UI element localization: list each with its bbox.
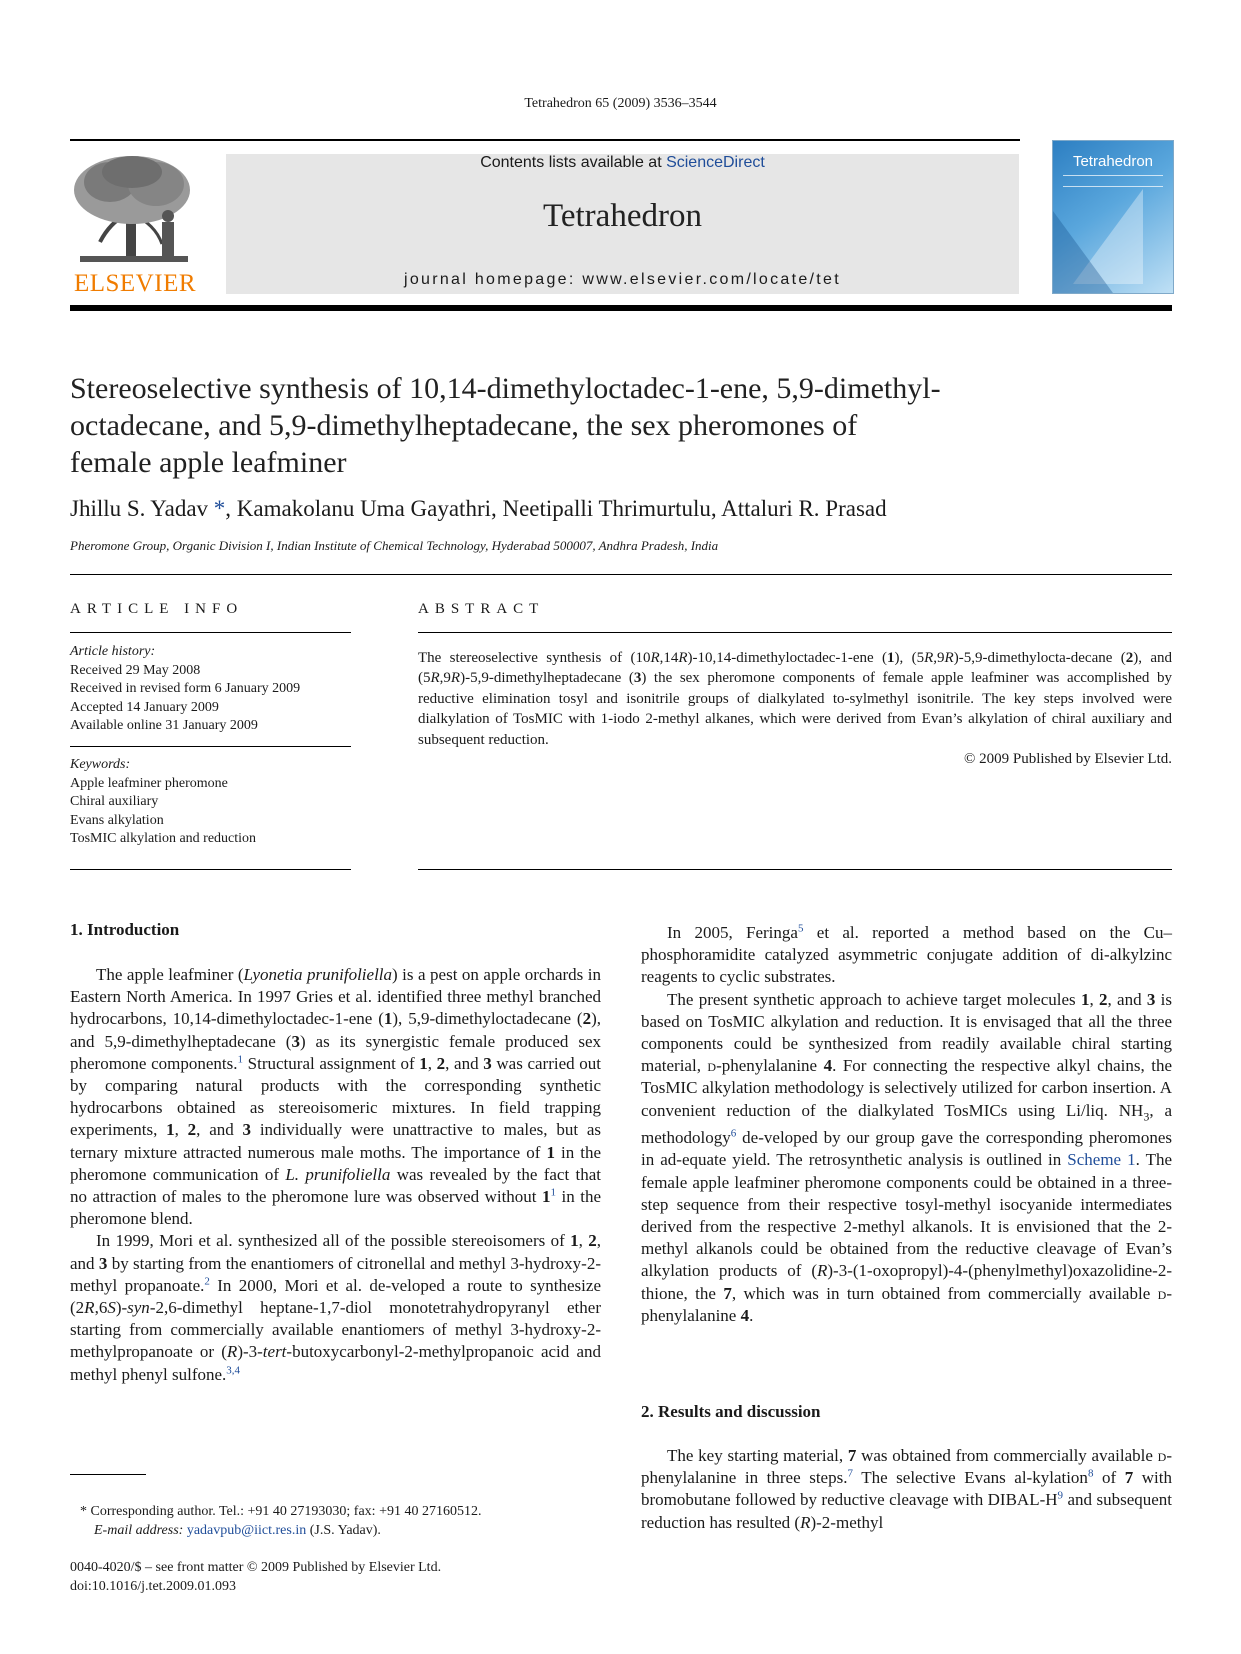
article-history (70, 643, 351, 736)
email-link[interactable]: yadavpub@iict.res.in (186, 1523, 307, 1538)
article-info-label: ARTICLE INFO (70, 601, 244, 617)
introduction-text-continued: In 2005, Feringa$^5$ et al. reported a method based on the Cu–phosphoramidite catalyzed asymmetric conjugate addition of di-alkylzinc reagents to cyclic substrates. The present synthetic approach to achieve target molecules 1, 2, and 3 is based on TosMIC alkylation and reduction. It is envisaged that all the three components could be synthesized from readily available chiral starting material, d-phenylalanine 4. For connecting the respective alkyl chains, the TosMIC alkylation methodology is selectively utilized for carbon insertion. A convenient reduction of the dialkylated TosMICs using Li/liq. $NH_3$, a methodology$^6$ de-veloped by our group gave the corresponding pheromones in ad-equate yield. The retrosynthetic analysis is outlined in Scheme 1. The female apple leafminer pheromone components could be obtained in a three-step sequence from their respective tosyl-methyl isocyanide intermediates derived from the respective 2-methyl alkanols. It is envisioned that the 2-methyl alkanols could be obtained from the reductive cleavage of Evan’s alkylation products of (R)-3-(1-oxopropyl)-4-(phenylmethyl)oxazolidine-2-thione, the 7, which was in turn obtained from commercially available d-phenylalanine 4. (641, 922, 1173, 1325)
journal-title: Tetrahedron (543, 198, 702, 234)
co-authors: , Kamakolanu Uma Gayathri, Neetipalli Thrimurtulu, Attaluri R. Prasad (225, 496, 887, 521)
history-item: Accepted 14 January 2009 (70, 699, 219, 715)
abstract-label: ABSTRACT (418, 601, 545, 617)
cover-decoration (1063, 175, 1163, 187)
section-heading-results: 2. Results and discussion (641, 1402, 821, 1421)
corresponding-author-footnote (70, 1502, 630, 1540)
keywords-heading: Keywords: (70, 757, 131, 772)
divider (70, 869, 351, 870)
results-text: The key starting material, 7 was obtained from commercially available d-phenylalanine in three steps.$^7$ The selective Evans al-kylation$^8$ of 7 with bromobutane followed by reductive cleavage with DIBAL-$H^9$ and subsequent reduction has resulted (R)-2-methyl (641, 1446, 1173, 1532)
title-line: female apple leafminer (70, 446, 347, 479)
journal-cover-thumbnail (1052, 140, 1174, 294)
introduction-text: The apple leafminer (Lyonetia prunifoliella) is a pest on apple orchards in Eastern North America. In 1997 Gries et al. identified three methyl branched hydrocarbons, 10,14-dimethyloctadec-1-ene (1), 5,9-dimethyloctadecane (2), and 5,9-dimethylheptadecane (3) as its synergistic female produced sex pheromone components.$^1$ Structural assignment of 1, 2, and 3 was carried out by comparing natural products with the corresponding synthetic hydrocarbons obtained as stereoisomeric mixtures. In field trapping experiments, 1, 2, and 3 individually were unattractive to males, but as ternary mixture attracted numerous male moths. The importance of 1 in the pheromone communication of L. prunifoliella was revealed by the fact that no attraction of males to the pheromone lure was observed without $1^1$ in the pheromone blend. In 1999, Mori et al. synthesized all of the possible stereoisomers of 1, 2, and 3 by starting from the enantiomers of citronellal and methyl 3-hydroxy-2-methyl propanoate.$^2$ In 2000, Mori et al. de-veloped a route to synthesize (2R,6S)-syn-2,6-dimethyl heptane-1,7-diol monotetrahydropyranyl ether starting from commercially available enantiomers of methyl 3-hydroxy-2-methylpropanoate or (R)-3-tert-butoxycarbonyl-2-methylpropanoic acid and methyl phenyl sulfone.$^{3,4}$ (70, 965, 602, 1384)
contents-prefix: Contents lists available at (480, 154, 667, 171)
cover-title: Tetrahedron (1072, 153, 1154, 170)
corresponding-author-marker[interactable]: * (213, 496, 226, 521)
author-list (70, 496, 1170, 522)
divider (418, 869, 1172, 870)
elsevier-wordmark: ELSEVIER (73, 270, 197, 297)
doi-line[interactable]: doi:10.1016/j.tet.2009.01.093 (70, 1579, 237, 1594)
journal-homepage[interactable]: journal homepage: www.elsevier.com/locate/tet (403, 271, 841, 288)
keyword-item: Chiral auxiliary (70, 794, 159, 809)
footnote-contact: * Corresponding author. Tel.: +91 40 27193030; fax: +91 40 27160512. (80, 1504, 482, 1519)
contents-line (226, 154, 1019, 172)
journal-masthead (226, 154, 1019, 294)
divider (70, 746, 351, 747)
header-rule (70, 139, 1020, 141)
history-item: Received 29 May 2008 (70, 662, 201, 678)
sciencedirect-link[interactable]: ScienceDirect (666, 154, 765, 171)
history-item: Received in revised form 6 January 2009 (70, 681, 301, 696)
affiliation: Pheromone Group, Organic Division I, Indian Institute of Chemical Technology, Hyderabad 500007, Andhra Pradesh, India (70, 538, 719, 553)
journal-citation: Tetrahedron 65 (2009) 3536–3544 (524, 96, 717, 111)
publication-meta (70, 1558, 670, 1596)
footnote-email-line (70, 1521, 630, 1540)
paper-title (70, 370, 1070, 481)
divider (418, 632, 1172, 633)
section-heading-introduction: 1. Introduction (70, 920, 180, 939)
cover-shape (1053, 211, 1113, 293)
keyword-item: TosMIC alkylation and reduction (70, 831, 257, 846)
keyword-item: Evans alkylation (70, 812, 164, 828)
author-corresponding: Jhillu S. Yadav (70, 496, 209, 521)
keywords (70, 756, 351, 849)
title-line: octadecane, and 5,9-dimethylheptadecane, the sex pheromones of (70, 409, 858, 442)
masthead-bottom-rule (70, 305, 1172, 311)
email-suffix: (J.S. Yadav). (306, 1523, 381, 1538)
email-label: E-mail address: (94, 1523, 187, 1538)
title-line: Stereoselective synthesis of 10,14-dimethyloctadec-1-ene, 5,9-dimethyl- (70, 372, 941, 405)
history-heading: Article history: (70, 644, 156, 659)
abstract-copyright: © 2009 Published by Elsevier Ltd. (963, 751, 1172, 767)
divider (70, 574, 1172, 575)
footnote-rule (70, 1474, 146, 1475)
keyword-item: Apple leafminer pheromone (70, 775, 228, 791)
divider (70, 632, 351, 633)
history-item: Available online 31 January 2009 (70, 718, 258, 733)
issn-line: 0040-4020/$ – see front matter © 2009 Published by Elsevier Ltd. (70, 1560, 442, 1575)
abstract-text: The stereoselective synthesis of (10R,14R)-10,14-dimethyloctadec-1-ene (1), (5R,9R)-5,9-dimethylocta-decane (2), and (5R,9R)-5,9-dimethylheptadecane (3) the sex pheromone components of female apple leafminer was accomplished by reductive elimination tosyl and isonitrile groups of dialkylated to-sylmethyl isonitrile. The key steps involved were dialkylation of TosMIC with 1-iodo 2-methyl alkanes, which were derived from Evan’s alkylation of chiral auxiliary and subsequent reduction. (418, 650, 1173, 748)
